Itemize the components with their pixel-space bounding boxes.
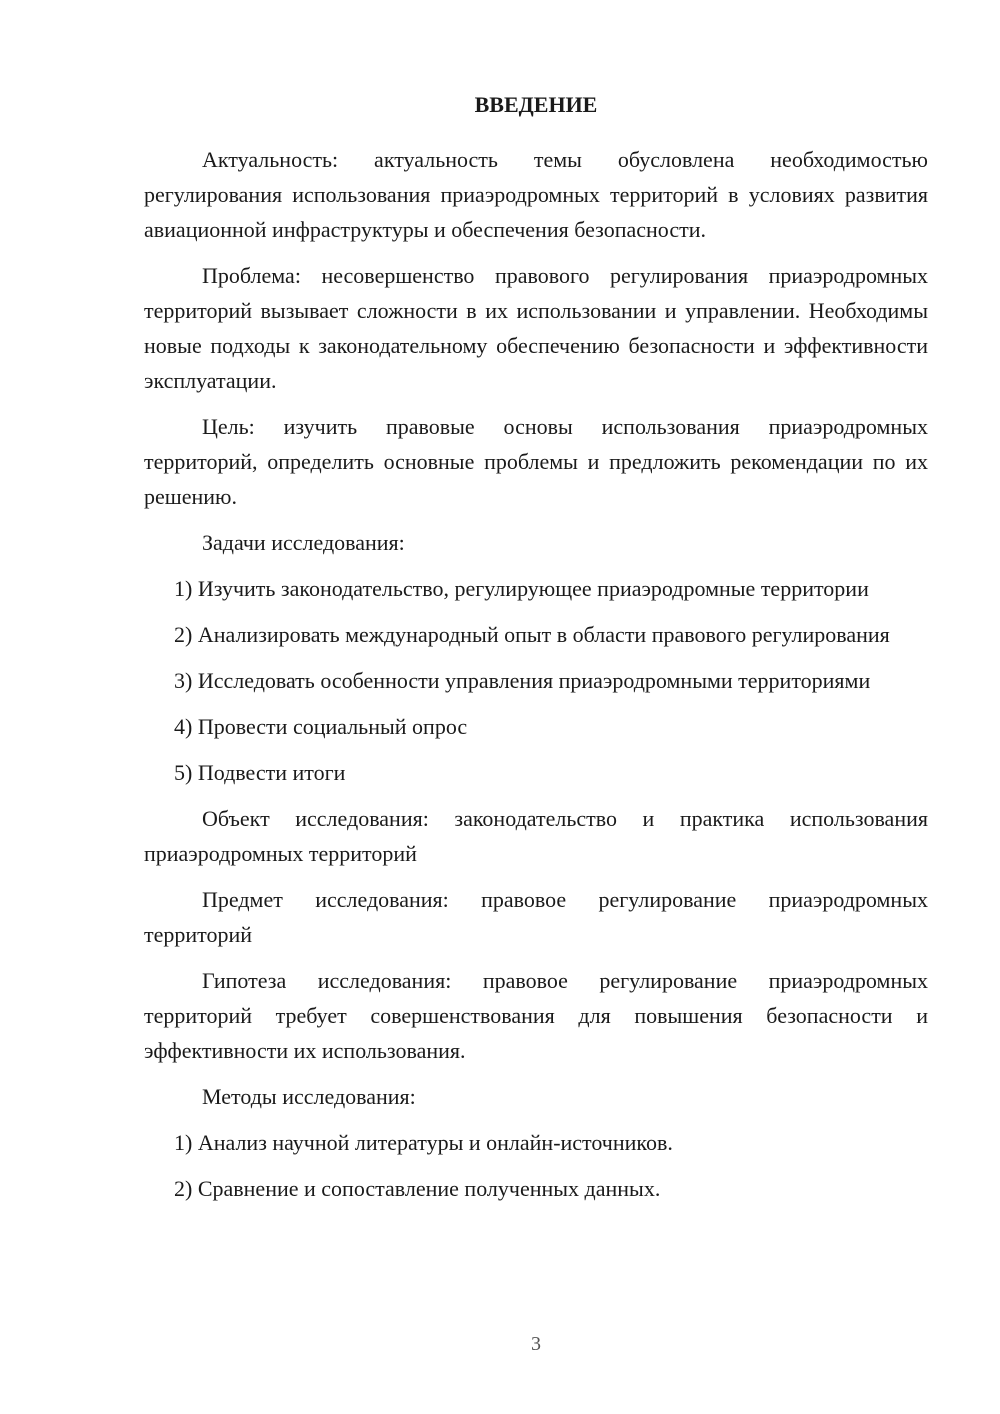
list-item-method-2: 2) Сравнение и сопоставление полученных данных.: [174, 1176, 661, 1201]
list-item-task-3: 3) Исследовать особенности управления приаэродромными территориями: [174, 668, 871, 693]
paragraph-object: Объект исследования: законодательство и практика использования приаэродромных территорий: [144, 806, 928, 866]
paragraph-hypothesis: Гипотеза исследования: правовое регулирование приаэродромных территорий требует совершенствования для повышения безопасности и эффективности их использования.: [144, 968, 928, 1063]
list-item-task-4: 4) Провести социальный опрос: [174, 714, 468, 739]
list-item-task-5: 5) Подвести итоги: [174, 760, 346, 785]
list-item-method-1: 1) Анализ научной литературы и онлайн-источников.: [174, 1130, 673, 1155]
paragraph-subject: Предмет исследования: правовое регулирование приаэродромных территорий: [144, 887, 928, 947]
paragraph-goal: Цель: изучить правовые основы использования приаэродромных территорий, определить основные проблемы и предложить рекомендации по их решению.: [144, 414, 928, 509]
list-item-task-2: 2) Анализировать международный опыт в области правового регулирования: [174, 622, 890, 647]
paragraph-relevance: Актуальность: актуальность темы обусловлена необходимостью регулирования использования приаэродромных территорий в условиях развития авиационной инфраструктуры и обеспечения безопасности.: [144, 147, 928, 242]
list-item-task-1: 1) Изучить законодательство, регулирующее приаэродромные территории: [174, 576, 869, 601]
document-page: [144, 90, 928, 1217]
page-number: 3: [531, 1333, 541, 1355]
paragraph-problem: Проблема: несовершенство правового регулирования приаэродромных территорий вызывает сложности в их использовании и управлении. Необходимы новые подходы к законодательному обеспечению безопасности и эффективности эксплуатации.: [144, 263, 928, 393]
paragraph-tasks-heading: Задачи исследования:: [202, 530, 405, 555]
paragraph-methods-heading: Методы исследования:: [202, 1084, 416, 1109]
page-title: ВВЕДЕНИЕ: [474, 92, 598, 117]
